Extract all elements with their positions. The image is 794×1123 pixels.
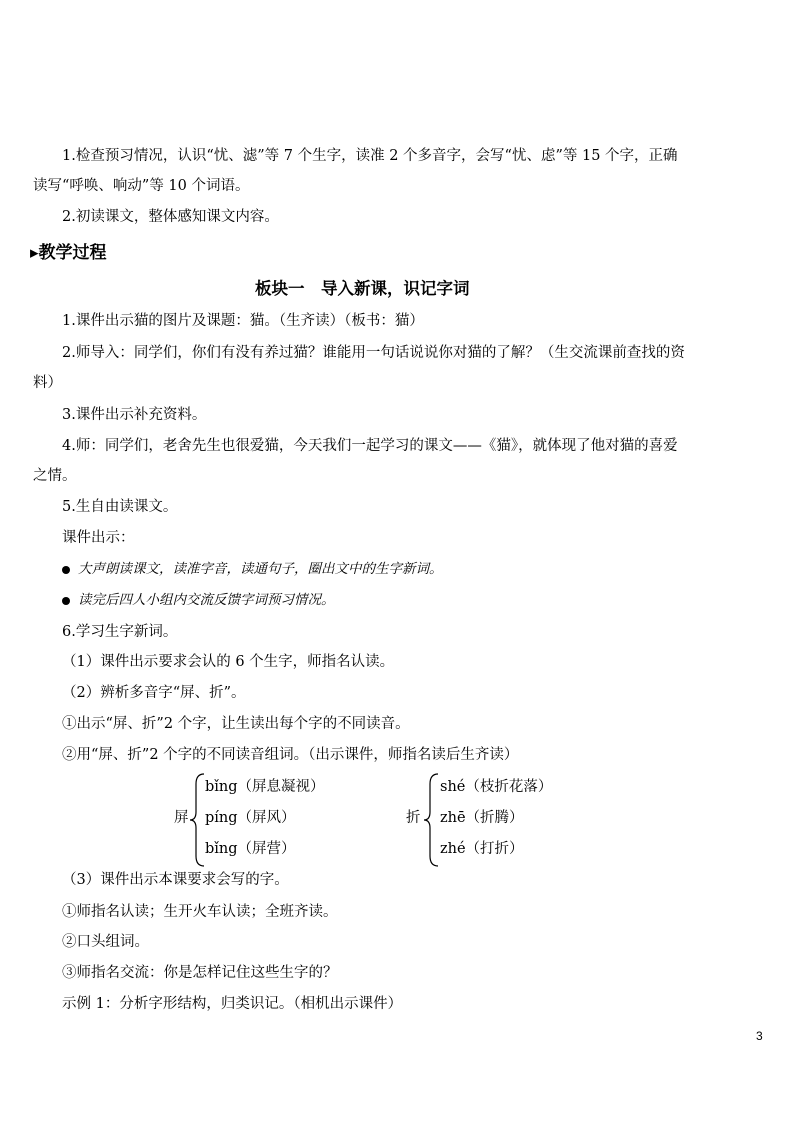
- bullet-item-2: 读完后四人小组内交流反馈字词预习情况。: [62, 590, 335, 610]
- objective-2: 2.初读课文，整体感知课文内容。: [62, 209, 279, 225]
- step-5: 5.生自由读课文。: [62, 499, 178, 515]
- objective-1-line-2: 读写“呼唤、响动”等 10 个词语。: [33, 178, 250, 194]
- page-number: 3: [756, 1029, 763, 1043]
- sub-step-2: （2）辨析多音字“屏、折”。: [62, 685, 246, 701]
- polyphone-char-ping: 屏: [174, 810, 189, 826]
- courseware-label: 课件出示：: [62, 530, 135, 546]
- writing-step-2: ②口头组词。: [62, 934, 149, 950]
- polyphone-reading: píng（屏风）: [205, 810, 296, 826]
- sub-step-3: （3）课件出示本课要求会写的字。: [62, 872, 289, 888]
- brace-icon: [190, 772, 206, 868]
- step-4-line-1: 4.师：同学们，老舍先生也很爱猫，今天我们一起学习的课文——《猫》，就体现了他对猫的喜爱: [62, 438, 678, 454]
- step-3: 3.课件出示补充资料。: [62, 407, 207, 423]
- bullet-icon: [62, 597, 70, 605]
- example-1: 示例 1：分析字形结构，归类识记。（相机出示课件）: [62, 996, 403, 1012]
- polyphone-char-zhe: 折: [406, 810, 421, 826]
- step-2-line-1: 2.师导入：同学们，你们有没有养过猫？谁能用一句话说说你对猫的了解？（生交流课前查找的资: [62, 345, 685, 361]
- brace-icon: [424, 772, 440, 868]
- polyphone-reading: zhē（折腾）: [440, 810, 524, 826]
- polyphone-reading: shé（枝折花落）: [440, 779, 553, 795]
- circled-step-2: ②用“屏、折”2 个字的不同读音组词。（出示课件，师指名读后生齐读）: [62, 747, 519, 763]
- circled-step-1: ①出示“屏、折”2 个字，让生读出每个字的不同读音。: [62, 716, 410, 732]
- section-title: ▸教学过程: [30, 243, 107, 263]
- writing-step-3: ③师指名交流：你是怎样记住这些生字的？: [62, 965, 338, 981]
- polyphone-reading: bǐng（屏息凝视）: [205, 779, 325, 795]
- polyphone-reading: zhé（打折）: [440, 841, 524, 857]
- sub-step-1: （1）课件出示要求会认的 6 个生字，师指名认读。: [62, 654, 395, 670]
- step-2-line-2: 料）: [33, 375, 62, 391]
- objective-1-line-1: 1.检查预习情况，认识“忧、滤”等 7 个生字，读准 2 个多音字，会写“忧、虑”等 15 个字，正确: [62, 148, 678, 164]
- bullet-item-1: 大声朗读课文，读准字音，读通句子，圈出文中的生字新词。: [62, 559, 443, 579]
- step-4-line-2: 之情。: [33, 468, 77, 484]
- step-6: 6.学习生字新词。: [62, 624, 178, 640]
- block-title: 板块一 导入新课，识记字词: [255, 279, 470, 298]
- writing-step-1: ①师指名认读；生开火车认读；全班齐读。: [62, 904, 338, 920]
- polyphone-reading: bǐng（屏营）: [205, 841, 296, 857]
- bullet-icon: [62, 566, 70, 574]
- step-1: 1.课件出示猫的图片及课题：猫。（生齐读）（板书：猫）: [62, 313, 424, 329]
